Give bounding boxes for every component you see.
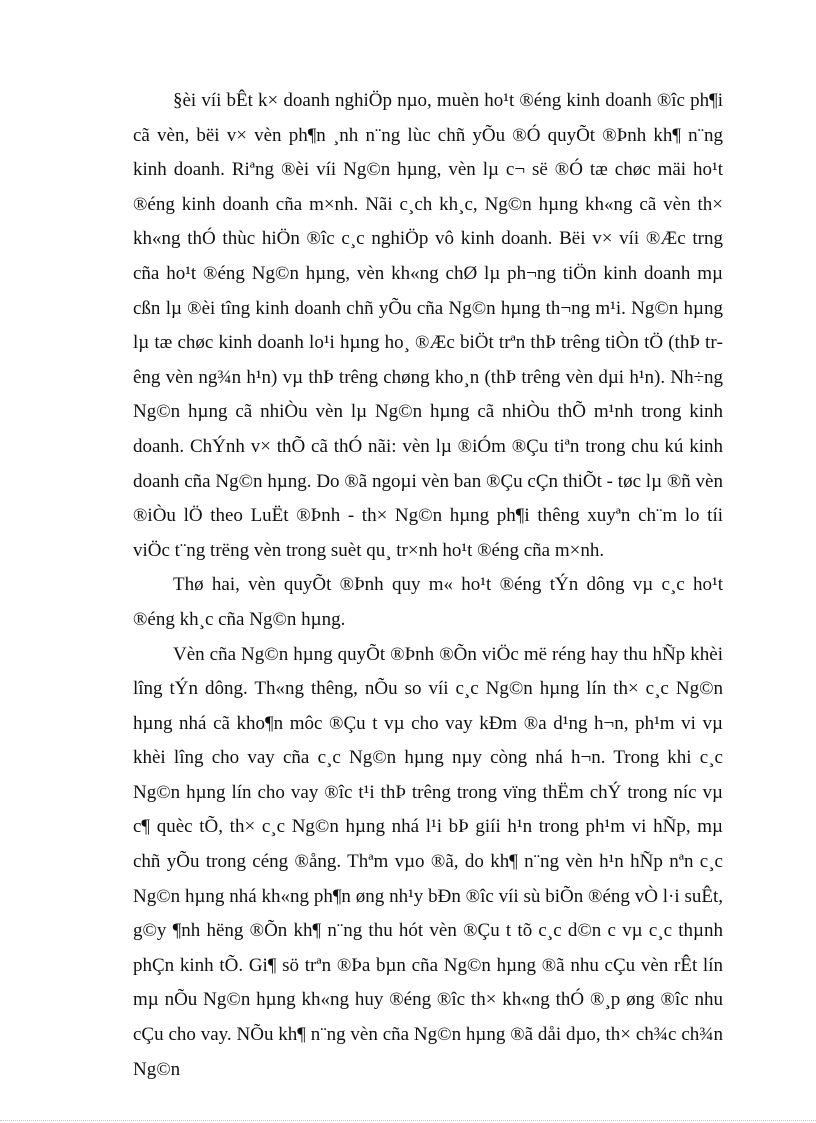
body-text — [133, 84, 723, 1087]
page-bottom-divider — [0, 1120, 816, 1121]
paragraph-von-quyet-dinh: Vèn cña Ng©n hµng quyÕt ®Þnh ®Õn viÖc më réng hay thu hÑp khèi lîng tÝn dông. Th«ng thêng, nÕu so víi c¸c Ng©n hµng lín th× c¸c Ng©n hµng nhá cã kho¶n môc ®Çu t vµ cho vay kÐm ®a d¹ng h¬n, ph¹m vi vµ khèi lîng cho vay cña c¸c Ng©n hµng nµy còng nhá h¬n. Trong khi c¸c Ng©n hµng lín cho vay ®îc t¹i thÞ trêng trong vïng thËm chÝ trong níc vµ c¶ quèc tÕ, th× c¸c Ng©n hµng nhá l¹i bÞ giíi h¹n trong ph¹m vi hÑp, mµ chñ yÕu trong céng ®ång. Thªm vµo ®ã, do kh¶ n¨ng vèn h¹n hÑp nªn c¸c Ng©n hµng nhá kh«ng ph¶n øng nh¹y bÐn ®îc víi sù biÕn ®éng vÒ l·i suÊt, g©y ¶nh hëng ®Õn kh¶ n¨ng thu hót vèn ®Çu t tõ c¸c d©n c vµ c¸c thµnh phÇn kinh tÕ. Gi¶ sö trªn ®Þa bµn cña Ng©n hµng ®ã nhu cÇu vèn rÊt lín mµ nÕu Ng©n hµng kh«ng huy ®éng ®îc th× kh«ng thÓ ®¸p øng ®îc nhu cÇu cho vay. NÕu kh¶ n¨ng vèn cña Ng©n hµng ®ã dåi dµo, th× ch¾c ch¾n Ng©n — [133, 643, 723, 1080]
paragraph-vai-tro-von: §èi víi bÊt k× doanh nghiÖp nµo, muèn ho¹t ®éng kinh doanh ®îc ph¶i cã vèn, bëi v× vèn ph¶n ¸nh n¨ng lùc chñ yÕu ®Ó quyÕt ®Þnh kh¶ n¨ng kinh doanh. Riªng ®èi víi Ng©n hµng, vèn lµ c¬ së ®Ó tæ chøc mäi ho¹t ®éng kinh doanh cña m×nh. Nãi c¸ch kh¸c, Ng©n hµng kh«ng cã vèn th× kh«ng thÓ thùc hiÖn ®îc c¸c nghiÖp vô kinh doanh. Bëi v× víi ®Æc trng cña ho¹t ®éng Ng©n hµng, vèn kh«ng chØ lµ ph¬ng tiÖn kinh doanh mµ cßn lµ ®èi tîng kinh doanh chñ yÕu cña Ng©n hµng th¬ng m¹i. Ng©n hµng lµ tæ chøc kinh doanh lo¹i hµng ho¸ ®Æc biÖt trªn thÞ trêng tiÒn tÖ (thÞ trêng vèn ng¾n h¹n) vµ thÞ trêng chøng kho¸n (thÞ trêng vèn dµi h¹n). Nh÷ng Ng©n hµng cã nhiÒu vèn lµ Ng©n hµng cã nhiÒu thÕ m¹nh trong kinh doanh. ChÝnh v× thÕ cã thÓ nãi: vèn lµ ®iÓm ®Çu tiªn trong chu kú kinh doanh cña Ng©n hµng. Do ®ã ngoµi vèn ban ®Çu cÇn thiÕt - tøc lµ ®ñ vèn ®iÒu lÖ theo LuËt ®Þnh - th× Ng©n hµng ph¶i thêng xuyªn ch¨m lo tíi viÖc t¨ng trëng vèn trong suèt qu¸ tr×nh ho¹t ®éng cña m×nh. — [133, 90, 723, 561]
paragraph-thu-hai: Thø hai, vèn quyÕt ®Þnh quy m« ho¹t ®éng tÝn dông vµ c¸c ho¹t ®éng kh¸c cña Ng©n hµng. — [133, 574, 723, 630]
